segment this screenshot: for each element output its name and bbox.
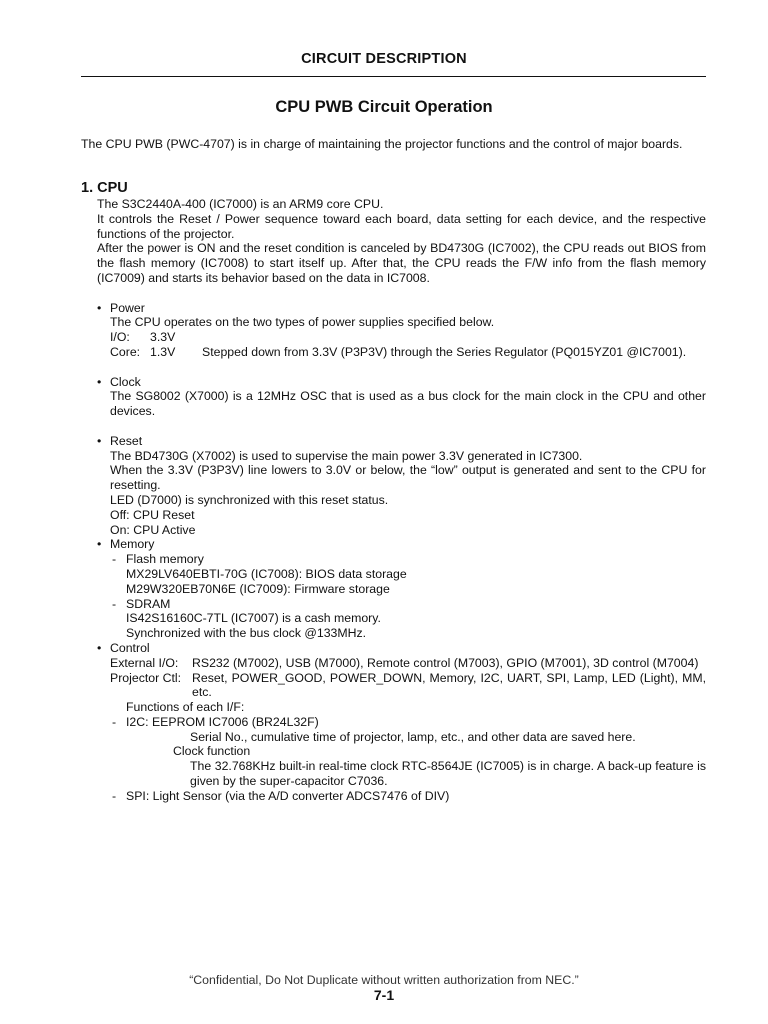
control-spi-item <box>97 789 706 804</box>
control-external-label: External I/O: <box>110 655 179 670</box>
bullet-memory <box>97 537 706 552</box>
control-i2c-item <box>97 715 706 730</box>
memory-flash-line: M29W320EB70N6E (IC7009): Firmware storage <box>126 581 390 596</box>
control-external-value: RS232 (M7002), USB (M7000), Remote control (M7003), GPIO (M7001), 3D control (M7004) <box>192 655 699 670</box>
spacer <box>97 419 706 434</box>
bullet-icon: • <box>97 433 102 448</box>
control-clock-function-description: The 32.768KHz built-in real-time clock RTC-8564JE (IC7005) is in charge. A back-up feature is given by the super-capacitor C7036. <box>190 759 706 789</box>
page-number: 7-1 <box>373 987 395 1003</box>
cpu-paragraph-3: After the power is ON and the reset condition is canceled by BD4730G (IC7002), the CPU reads out BIOS from the flash memory (IC7008) to start itself up. After that, the CPU reads the F/W info from the flash memory (IC7009) and starts its behavior based on the data in IC7008. <box>97 241 706 285</box>
control-spi-title: SPI: Light Sensor (via the A/D converter ADCS7476 of DIV) <box>126 788 450 803</box>
reset-line: LED (D7000) is synchronized with this reset status. <box>110 492 389 507</box>
bullet-icon: • <box>97 374 102 389</box>
reset-line: The BD4730G (X7002) is used to supervise the main power 3.3V generated in IC7300. <box>110 448 583 463</box>
control-projector-label: Projector Ctl: <box>110 670 182 685</box>
power-core-row <box>97 345 706 360</box>
memory-flash-title: Flash memory <box>126 552 204 567</box>
intro-paragraph: The CPU PWB (PWC-4707) is in charge of maintaining the projector functions and the control of major boards. <box>81 137 683 151</box>
memory-flash-line: MX29LV640EBTI-70G (IC7008): BIOS data storage <box>126 566 407 581</box>
bullet-icon: • <box>97 537 102 552</box>
cpu-paragraph-2: It controls the Reset / Power sequence toward each board, data setting for each device, and the respective functions of the projector. <box>97 211 706 241</box>
control-i2c-description: Serial No., cumulative time of projector, lamp, etc., and other data are saved here. <box>190 729 636 744</box>
dash-icon: - <box>112 714 117 729</box>
reset-line: On: CPU Active <box>110 522 196 537</box>
bullet-title-clock: Clock <box>110 374 141 389</box>
spacer <box>97 286 706 301</box>
bullet-title-control: Control <box>110 640 150 655</box>
bullet-control <box>97 641 706 656</box>
confidential-footer: “Confidential, Do Not Duplicate without written authorization from NEC.” <box>189 973 579 987</box>
bullet-reset <box>97 434 706 449</box>
power-core-description: Stepped down from 3.3V (P3P3V) through the Series Regulator (PQ015YZ01 @IC7001). <box>202 344 687 359</box>
bullet-clock <box>97 375 706 390</box>
memory-flash-item <box>97 552 706 567</box>
memory-sdram-line: Synchronized with the bus clock @133MHz. <box>126 626 367 641</box>
bullet-title-power: Power <box>110 300 145 315</box>
memory-sdram-line: IS42S16160C-7TL (IC7007) is a cash memory. <box>126 611 381 626</box>
bullet-title-reset: Reset <box>110 433 143 448</box>
page-title: CPU PWB Circuit Operation <box>275 98 493 116</box>
control-projector-value: Reset, POWER_GOOD, POWER_DOWN, Memory, I2C, UART, SPI, Lamp, LED (Light), MM, etc. <box>192 670 706 700</box>
bullet-title-memory: Memory <box>110 537 155 552</box>
header-title: CIRCUIT DESCRIPTION <box>301 51 467 67</box>
reset-line: When the 3.3V (P3P3V) line lowers to 3.0V or below, the “low” output is generated and sent to the CPU for resetting. <box>110 463 706 493</box>
memory-sdram-title: SDRAM <box>126 596 171 611</box>
control-external-row <box>97 656 706 671</box>
bullet-icon: • <box>97 300 102 315</box>
section-heading-cpu: 1. CPU <box>81 180 128 196</box>
power-core-value: 1.3V <box>150 344 176 359</box>
control-projector-row <box>97 671 706 701</box>
clock-description: The SG8002 (X7000) is a 12MHz OSC that is used as a bus clock for the main clock in the CPU and other devices. <box>110 389 706 419</box>
power-core-label: Core: <box>110 344 141 359</box>
cpu-section-body <box>97 197 706 804</box>
power-io-label: I/O: <box>110 330 130 345</box>
dash-icon: - <box>112 596 117 611</box>
memory-sdram-item <box>97 597 706 612</box>
reset-line: Off: CPU Reset <box>110 507 195 522</box>
bullet-icon: • <box>97 640 102 655</box>
control-i2c-title: I2C: EEPROM IC7006 (BR24L32F) <box>126 714 319 729</box>
power-io-row <box>97 330 706 345</box>
power-io-value: 3.3V <box>150 330 176 345</box>
bullet-power <box>97 301 706 316</box>
spacer <box>97 360 706 375</box>
cpu-paragraph-1: The S3C2440A-400 (IC7000) is an ARM9 core CPU. <box>97 197 384 211</box>
header-divider <box>81 76 706 77</box>
dash-icon: - <box>112 552 117 567</box>
control-clock-function-title: Clock function <box>173 744 251 759</box>
power-description: The CPU operates on the two types of power supplies specified below. <box>110 315 495 330</box>
control-functions-title: Functions of each I/F: <box>126 700 245 715</box>
dash-icon: - <box>112 788 117 803</box>
